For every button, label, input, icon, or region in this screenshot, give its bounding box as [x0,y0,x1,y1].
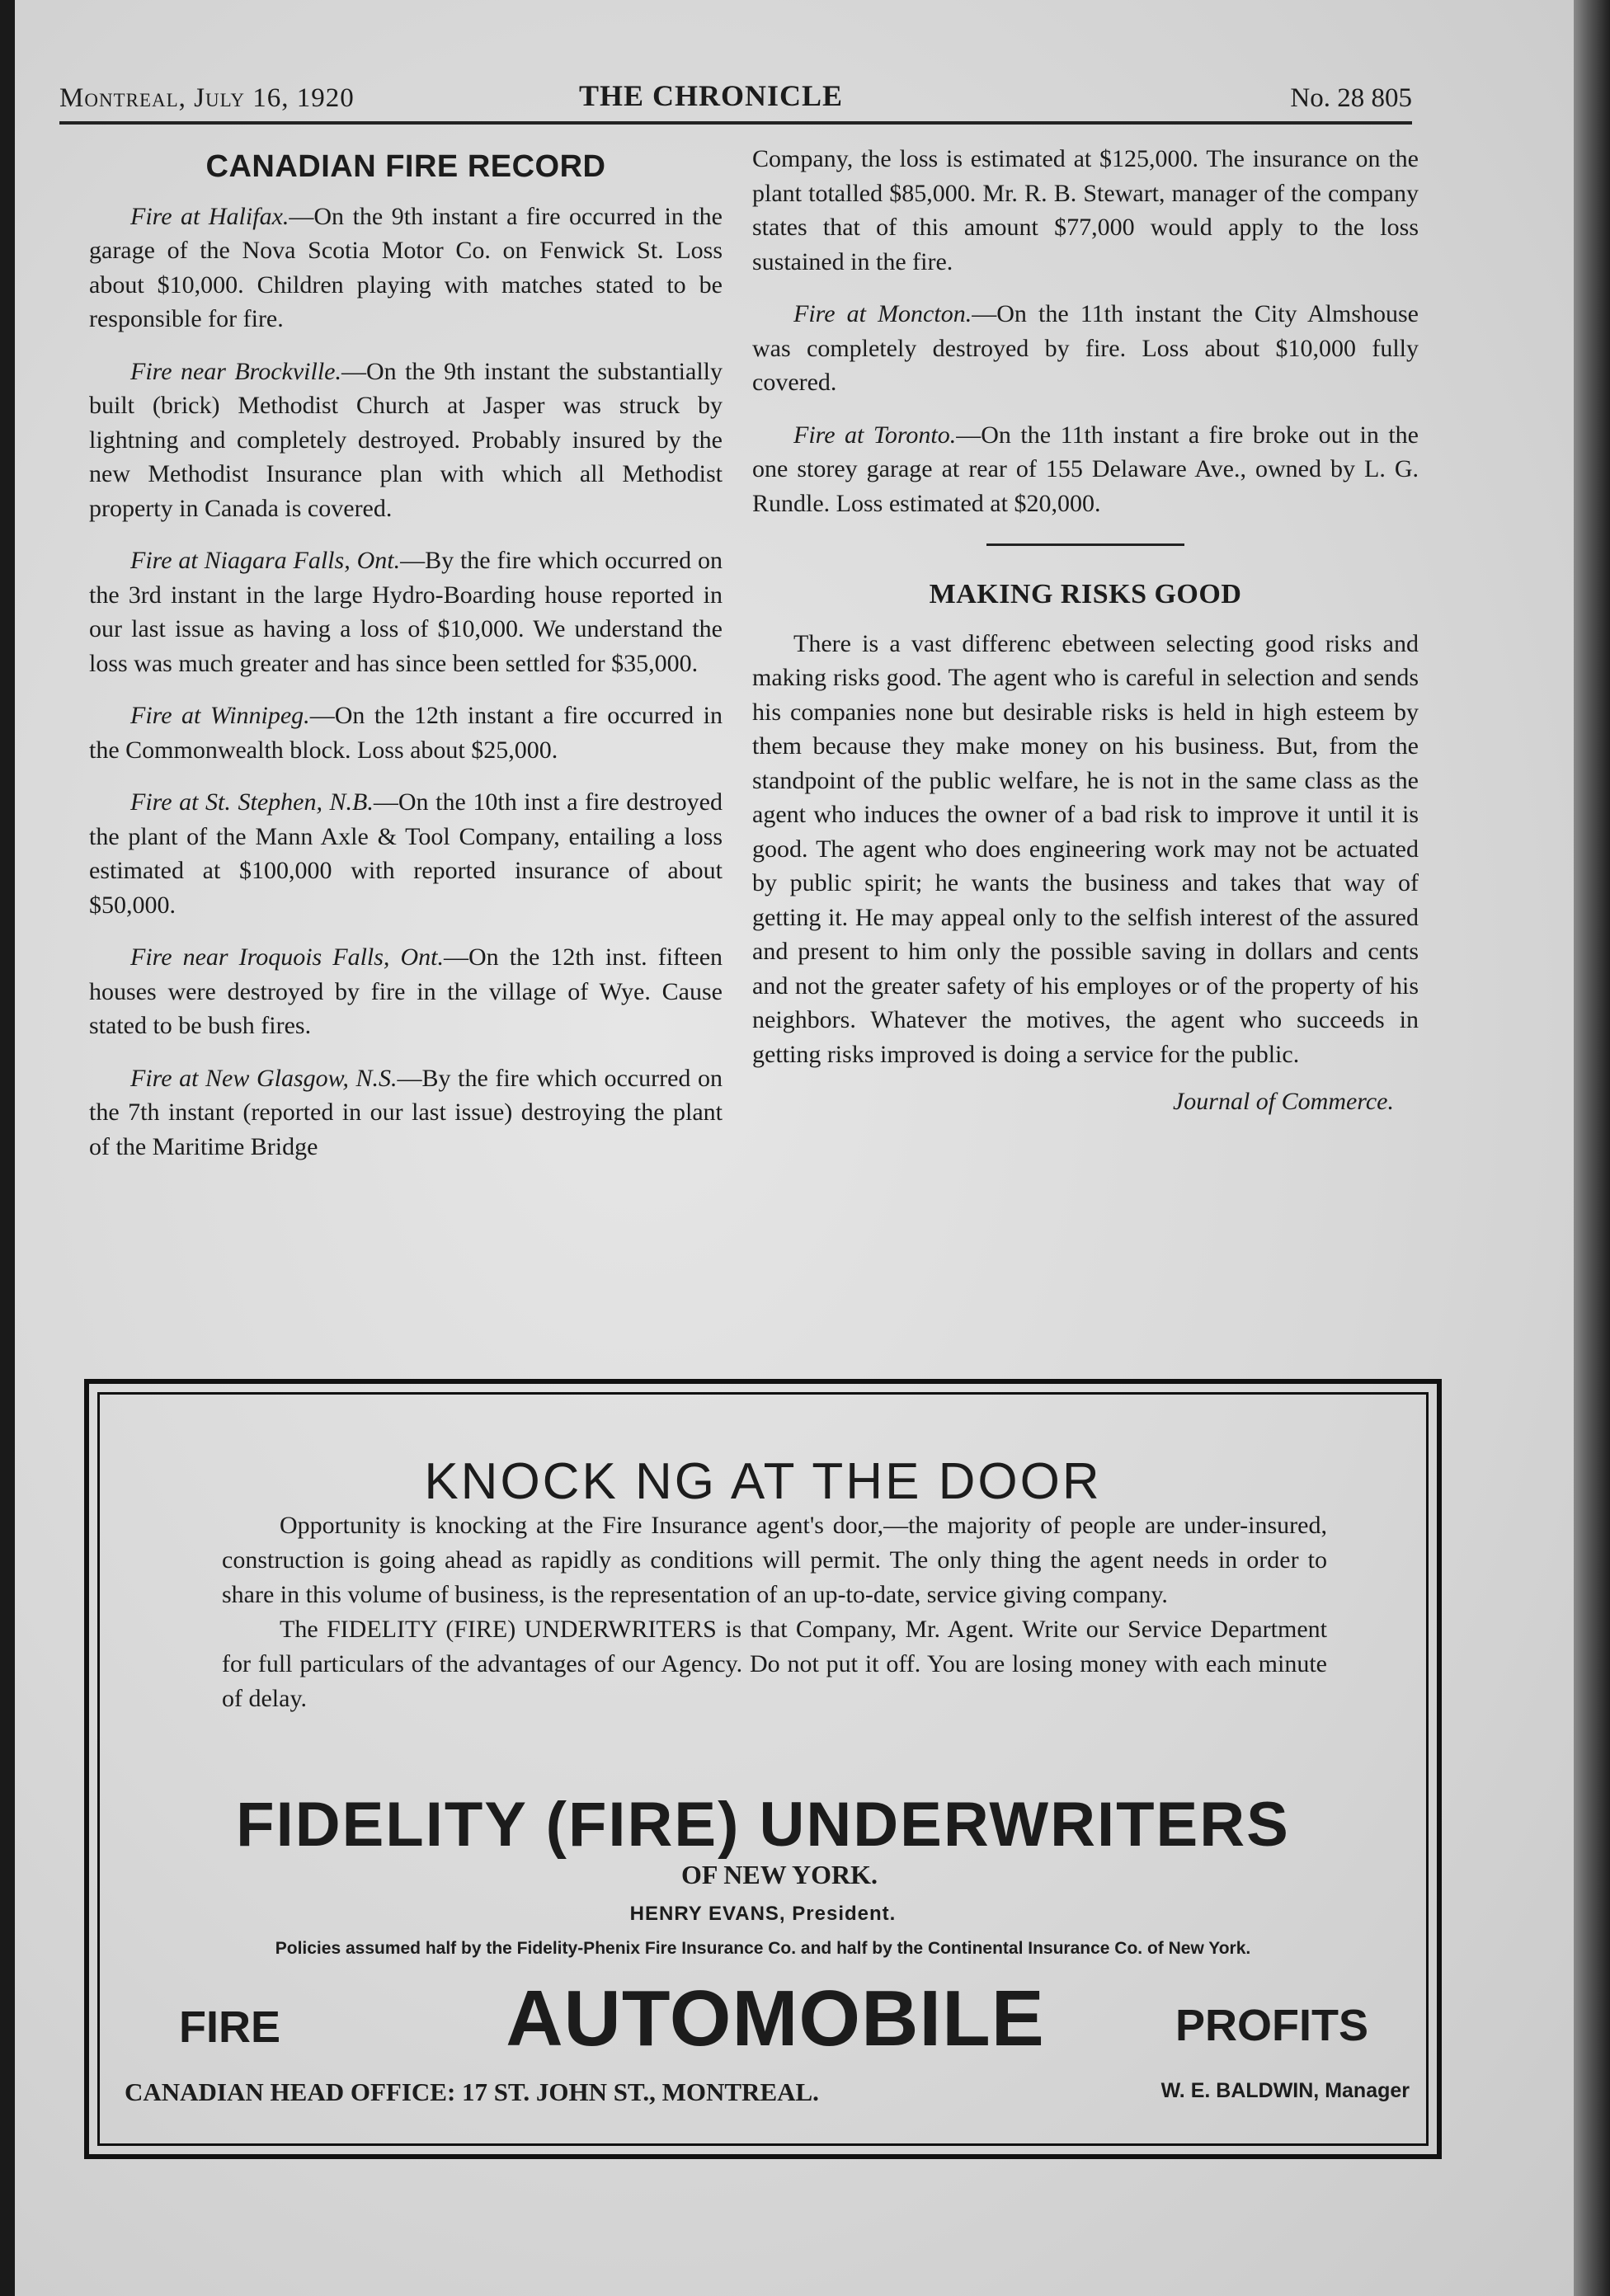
fire-item-lead: Fire near Iroquois Falls, Ont. [130,943,444,971]
running-header [59,78,1412,120]
fire-item-text: —By the fire which occurred on the 3rd instant in the large Hydro-Boarding house reported in our last issue as having a loss of $10,000. We understand the loss was much greater and has since been settled for $35,000. [89,547,723,677]
fire-item [89,355,723,526]
ad-manager: W. E. BALDWIN, Manager [1160,2079,1410,2102]
risks-article-title: MAKING RISKS GOOD [929,579,1242,609]
header-dateline: Montreal, July 16, 1920 [59,83,355,113]
left-column [89,142,723,1182]
fire-item-lead: Fire at Moncton. [793,300,972,327]
ad-body-copy [222,1508,1327,1716]
risks-article-body: There is a vast differenc ebetween selecting good risks and making risks good. The agent who is careful in selection and sends his companies none but desirable risks is held in high esteem by them because they make money on his business. But, from the standpoint of the public welfare, he is not in the same class as the agent who induces the owner of a bad risk to improve it until it is good. The agent who does engineering work may not be actuated by public spirit; he wants the business and takes that way of getting it. He may appeal only to the selfish interest of the assured and present to him only the possible saving in dollars and cents and not the greater safety of his employes or of the property of his neighbors. Whatever the motives, the agent who succeeds in getting risks improved is doing a service for the public. [752,629,1419,1068]
ad-headline: KNOCK NG AT THE DOOR [424,1453,1102,1510]
ad-line-profits: PROFITS [1175,2001,1368,2050]
section-divider [986,543,1184,546]
fire-item-lead: Fire at Niagara Falls, Ont. [130,547,401,574]
right-column [752,142,1419,1119]
fire-item-text: Company, the loss is estimated at $125,000. The insurance on the plant totalled $85,000. Mr. R. B. Stewart, manager of the company states that of this amount $77,000 would apply to the loss sustained in the fire. [752,145,1419,275]
fire-item-lead: Fire at Halifax. [130,202,290,230]
ad-inner-border [97,1392,1429,2146]
ad-president: HENRY EVANS, President. [629,1903,897,1925]
fire-item-text: —On the 12th instant a fire occurred in the Commonwealth block. Loss about $25,000. [89,702,723,764]
ad-head-office: CANADIAN HEAD OFFICE: 17 ST. JOHN ST., MONTREAL. [125,2077,819,2106]
fire-item [89,1061,723,1164]
fire-item-text: —On the 12th inst. fifteen houses were destroyed by fire in the village of Wye. Cause stated to be bush fires. [89,943,723,1039]
page-binding-edge [1574,0,1610,2296]
fire-item [89,200,723,336]
fire-item-lead: Fire near Brockville. [130,357,341,385]
ad-paragraph: Opportunity is knocking at the Fire Insurance agent's door,—the majority of people are under-insured, construction is going ahead as rapidly as conditions will permit. The only thing the agent needs in order to share in this volume of business, is the representation of an up-to-date, service giving company. [222,1512,1327,1608]
header-rule [59,121,1412,125]
fire-item-lead: Fire at Toronto. [793,421,957,449]
fire-item-text: —On the 10th inst a fire destroyed the plant of the Mann Axle & Tool Company, entailing a loss estimated at $100,000 with reported insurance of about $50,000. [89,788,723,919]
fire-item-text: —By the fire which occurred on the 7th instant (reported in our last issue) destroying the plant of the Maritime Bridge [89,1064,723,1160]
fire-item [89,699,723,767]
fire-item-text: —On the 9th instant a fire occurred in the garage of the Nova Scotia Motor Co. on Fenwick St. Loss about $10,000. Children playing with matches stated to be responsible for fire. [89,202,723,332]
fire-item-text: —On the 11th instant a fire broke out in the one storey garage at rear of 155 Delaware Ave., owned by L. G. Rundle. Loss estimated at $20,000. [752,421,1419,517]
fire-record-title: CANADIAN FIRE RECORD [205,149,606,184]
fidelity-advertisement [84,1379,1442,2159]
ad-policies-note: Policies assumed half by the Fidelity-Phenix Fire Insurance Co. and half by the Continental Insurance Co. of New York. [275,1939,1251,1958]
header-publication-title: THE CHRONICLE [579,79,844,112]
fire-item-lead: Fire at New Glasgow, N.S. [130,1064,398,1092]
fire-item [752,297,1419,400]
ad-line-automobile: AUTOMOBILE [506,1974,1045,2063]
fire-item [89,940,723,1043]
risks-article-source: Journal of Commerce. [1172,1088,1394,1115]
fire-item-text: —On the 11th instant the City Almshouse was completely destroyed by fire. Loss about $10,000 fully covered. [752,300,1419,396]
fire-item-lead: Fire at St. Stephen, N.B. [130,788,374,816]
ad-company-name: FIDELITY (FIRE) UNDERWRITERS [236,1790,1290,1860]
fire-item-text: —On the 9th instant the substantially built (brick) Methodist Church at Jasper was struck by lightning and completely destroyed. Probably insured by the new Methodist Insurance plan with which all Methodist property in Canada is covered. [89,357,723,522]
fire-item-lead: Fire at Winnipeg. [130,702,310,729]
fire-item [89,785,723,922]
ad-company-location: OF NEW YORK. [681,1860,878,1889]
header-issue-page: No. 28 805 [1290,83,1412,113]
fire-item [89,543,723,680]
fire-item-continued [752,142,1419,279]
ad-paragraph: The FIDELITY (FIRE) UNDERWRITERS is that Company, Mr. Agent. Write our Service Department for full particulars of the advantages of our Agency. Do not put it off. You are losing money with each minute of delay. [222,1616,1327,1712]
ad-line-fire: FIRE [179,2002,281,2052]
fire-item [752,418,1419,521]
